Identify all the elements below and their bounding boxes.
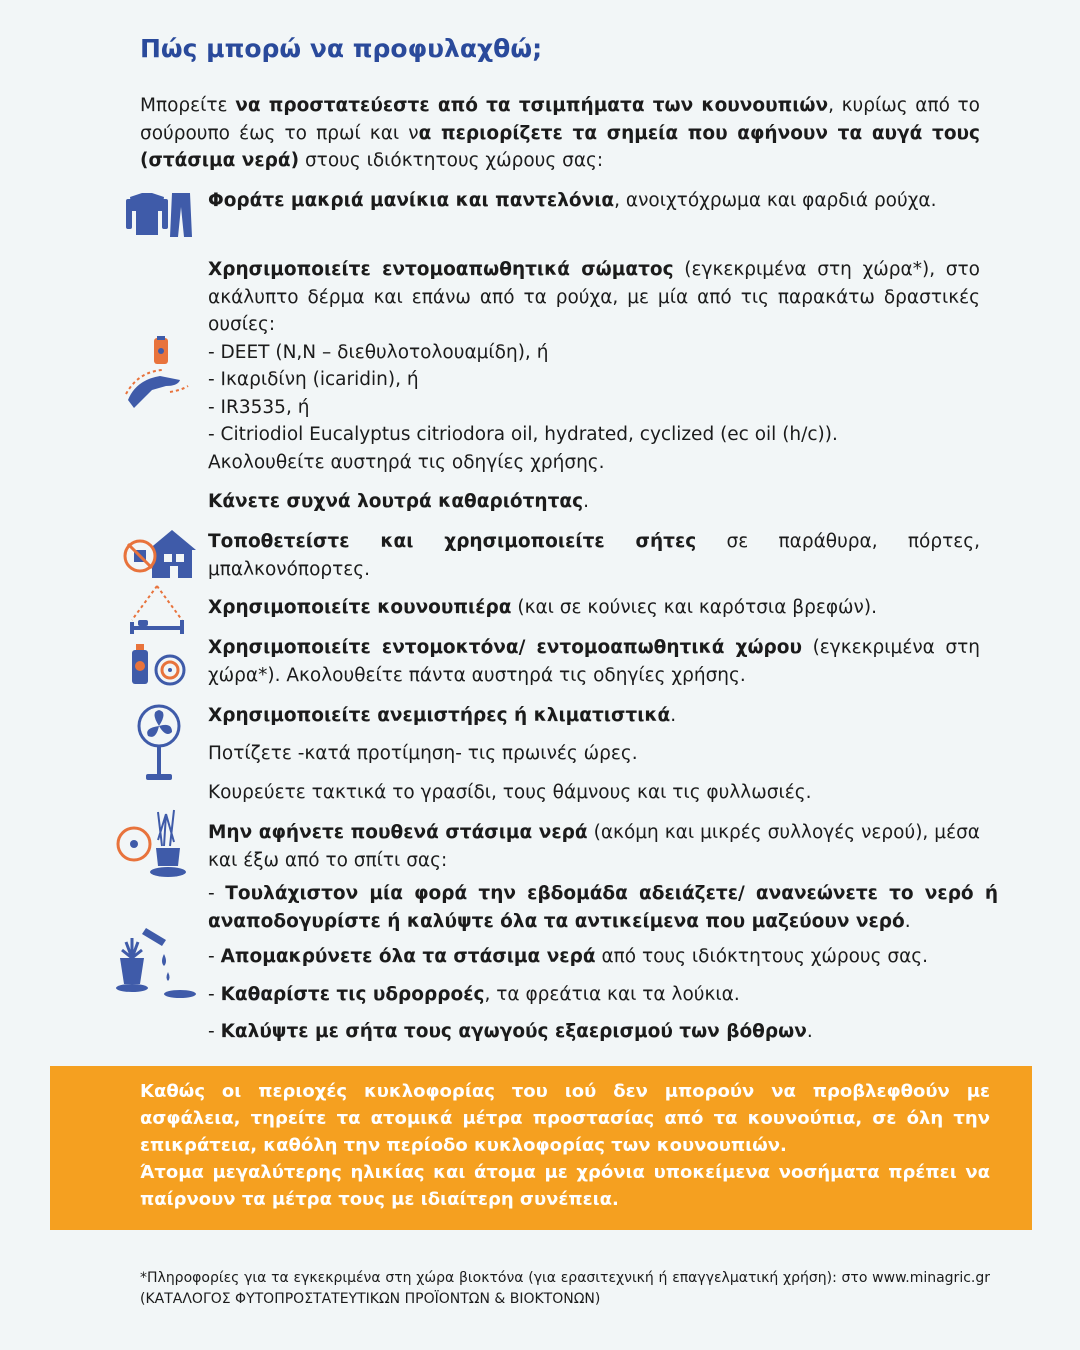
mosquito-net-tip: Χρησιμοποιείτε κουνουπιέρα (και σε κούνιες και καρότσια βρεφών). — [208, 597, 877, 618]
footnote: *Πληροφορίες για τα εγκεκριμένα στη χώρα βιοκτόνα (για ερασιτεχνική ή επαγγελματική χρήση): στο www.minagric.gr (ΚΑΤΑΛΟΓΟΣ ΦΥΤΟΠΡΟΣΤΑΤΕΥΤΙΚΩΝ ΠΡΟΪΟΝΤΩΝ & ΒΙΟΚΤΟΝΩΝ) — [140, 1270, 990, 1307]
insecticide-icon — [128, 640, 188, 688]
mosquito-net-icon — [124, 584, 190, 636]
active-substance-item: - Ικαριδίνη (icaridin), ή — [208, 369, 419, 390]
active-substance-item: - IR3535, ή — [208, 396, 310, 418]
plant-saucer-icon — [112, 806, 192, 878]
body-repellent-tip: Χρησιμοποιείτε εντομοαπωθητικά σώματος (εγκεκριμένα στη χώρα*), στο ακάλυπτο δέρμα και επάνω από τα ρούχα, με μία από τις παρακάτω δραστικές ουσίες: - DEET (N,N – διεθυλοτολουαμίδη), ή - Ικαριδίνη (icaridin), ή - IR3535, ή - Citriodiol Eucalyptus citriodora oil, hydrated, cyclized (ec oil (h/c)). Ακολουθείτε αυστηρά τις οδηγίες χρήσης. — [208, 256, 980, 476]
watering-tip: Ποτίζετε -κατά προτίμηση- τις πρωινές ώρες. — [208, 743, 638, 764]
active-substance-item: - DEET (N,N – διεθυλοτολουαμίδη), ή — [208, 341, 549, 363]
body-repellent-icon — [122, 336, 194, 412]
bath-tip: Κάνετε συχνά λουτρά καθαριότητας. — [208, 491, 589, 512]
clothing-icon — [120, 191, 196, 239]
active-substance-item: - Citriodiol Eucalyptus citriodora oil, hydrated, cyclized (ec oil (h/c)). — [208, 424, 838, 445]
water-action-item: - Καθαρίστε τις υδρορροές, τα φρεάτια και τα λούκια. — [208, 983, 740, 1005]
water-action-item: - Απομακρύνετε όλα τα στάσιμα νερά από τους ιδιόκτητους χώρους σας. — [208, 946, 929, 967]
clothing-tip: Φοράτε μακριά μανίκια και παντελόνια, ανοιχτόχρωμα και φαρδιά ρούχα. — [208, 190, 937, 211]
water-pouring-icon — [108, 922, 198, 1002]
intro-paragraph: Μπορείτε να προστατεύεστε από τα τσιμπήματα των κουνουπιών, κυρίως από το σούρουπο έως το πρωί και να περιορίζετε τα σημεία που αφήνουν τα αυγά τους (στάσιμα νερά) στους ιδιόκτητους χώρους σας: — [140, 95, 981, 171]
house-screen-icon — [118, 528, 198, 580]
page-title: Πώς μπορώ να προφυλαχθώ; — [140, 34, 543, 63]
fans-tip: Χρησιμοποιείτε ανεμιστήρες ή κλιματιστικά. — [208, 705, 677, 726]
insecticide-tip: Χρησιμοποιείτε εντομοκτόνα/ εντομοαπωθητικά χώρου (εγκεκριμένα στη χώρα*). Ακολουθείτε πάντα αυστηρά τις οδηγίες χρήσης. — [208, 637, 980, 686]
warning-banner — [50, 1066, 1032, 1230]
stagnant-water-tip: Μην αφήνετε πουθενά στάσιμα νερά (ακόμη και μικρές συλλογές νερού), μέσα και έξω από το σπίτι σας: — [208, 822, 980, 871]
water-action-item: - Καλύψτε με σήτα τους αγωγούς εξαερισμού των βόθρων. — [208, 1021, 813, 1042]
water-action-item: - Τουλάχιστον μία φορά την εβδομάδα αδειάζετε/ ανανεώνετε το νερό ή αναποδογυρίστε ή καλύψτε όλα τα αντικείμενα που μαζεύουν νερό. — [208, 883, 998, 932]
repellent-note: Ακολουθείτε αυστηρά τις οδηγίες χρήσης. — [208, 451, 605, 473]
fan-icon — [134, 704, 184, 784]
mowing-tip: Κουρεύετε τακτικά το γρασίδι, τους θάμνους και τις φυλλωσιές. — [208, 782, 812, 803]
water-actions-list — [208, 880, 998, 1046]
screens-tip: Τοποθετείστε και χρησιμοποιείτε σήτες σε παράθυρα, πόρτες, μπαλκονόπορτες. — [208, 531, 980, 580]
banner-text: Καθώς οι περιοχές κυκλοφορίας του ιού δεν μπορούν να προβλεφθούν με ασφάλεια, τηρείτε τα ατομικά μέτρα προστασίας από τα κουνούπια, σε όλη την επικράτεια, καθόλη την περίοδο κυκλοφορίας των κουνουπιών. Άτομα μεγαλύτερης ηλικίας και άτομα με χρόνια υποκείμενα νοσήματα πρέπει να παίρνουν τα μέτρα τους με ιδιαίτερη συνέπεια. — [140, 1081, 990, 1210]
